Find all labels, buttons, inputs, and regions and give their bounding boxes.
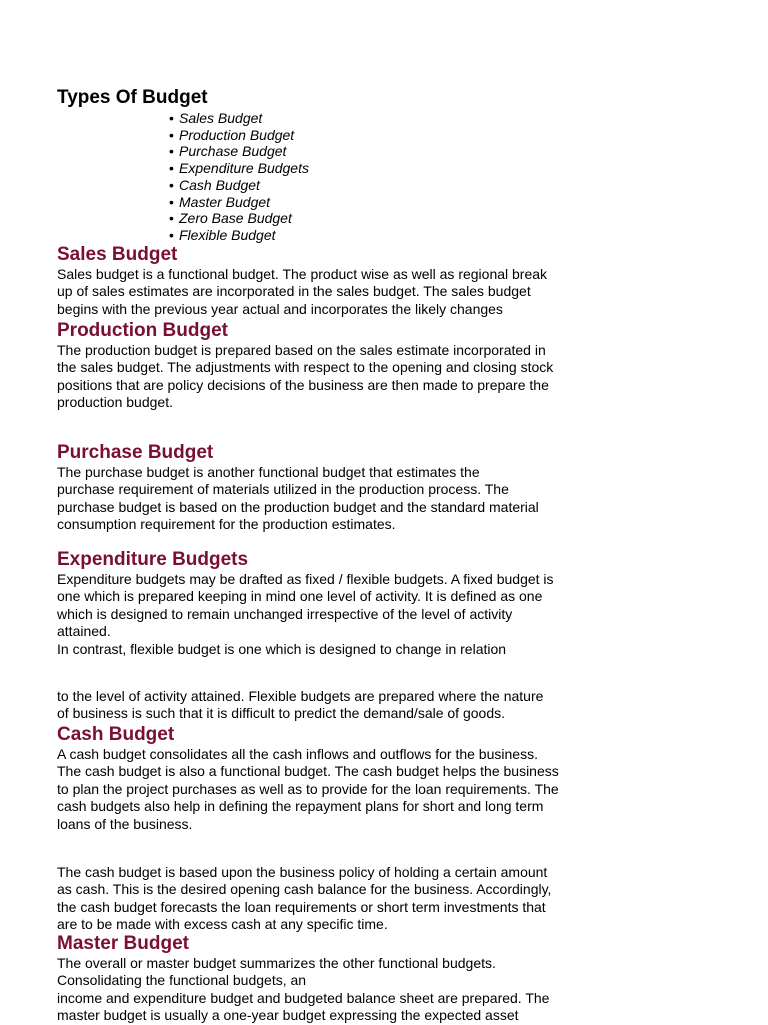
bullet-icon: • [169, 160, 174, 177]
master-budget-heading: Master Budget [57, 933, 189, 954]
bullet-icon: • [169, 176, 174, 193]
expenditure-budgets-text: Expenditure budgets may be drafted as fixed / flexible budgets. A fixed budget is one which is prepared keeping in mind one level of activity. It is defined as one which is designed to remain unchanged irrespective of the level of activity attained. In contrast, flexible budget is one which is designed to change in relation [57, 571, 554, 657]
bullet-icon: • [169, 126, 174, 143]
list-item-label: Purchase Budget [179, 143, 287, 160]
list-item [169, 110, 309, 127]
list-item [169, 127, 309, 144]
list-item [169, 210, 309, 227]
expenditure-budgets-text-continued: to the level of activity attained. Flexible budgets are prepared where the nature of business is such that it is difficult to predict the demand/sale of goods. [57, 688, 544, 722]
list-item-label: Production Budget [179, 126, 295, 143]
list-item-label: Sales Budget [179, 110, 263, 126]
page-title: Types Of Budget [57, 87, 208, 108]
bullet-icon: • [169, 193, 174, 210]
list-item [169, 194, 309, 211]
bullet-icon: • [169, 110, 174, 126]
bullet-icon: • [169, 226, 174, 243]
purchase-budget-heading: Purchase Budget [57, 442, 214, 463]
list-item [169, 143, 309, 160]
sales-budget-heading: Sales Budget [57, 244, 178, 265]
expenditure-budgets-heading: Expenditure Budgets [57, 549, 249, 570]
list-item-label: Cash Budget [179, 176, 260, 193]
production-budget-text: The production budget is prepared based on the sales estimate incorporated in the sales budget. The adjustments with respect to the opening and closing stock positions that are policy decisions of the business are then made to prepare the production budget. [57, 342, 554, 411]
list-item-label: Flexible Budget [179, 226, 276, 243]
cash-budget-heading: Cash Budget [57, 724, 175, 745]
bullet-icon: • [169, 143, 174, 160]
list-item [169, 160, 309, 177]
production-budget-heading: Production Budget [57, 320, 228, 341]
sales-budget-text: Sales budget is a functional budget. The product wise as well as regional break up of sales estimates are incorporated in the sales budget. The sales budget begins with the previous year actual and incorporates the likely changes [57, 266, 548, 317]
list-item-label: Master Budget [179, 193, 271, 210]
list-item [169, 227, 309, 244]
list-item-label: Zero Base Budget [179, 210, 292, 227]
cash-budget-text: A cash budget consolidates all the cash inflows and outflows for the business. The cash budget is also a functional budget. The cash budget helps the business to plan the project purchases as well as to provide for the loan requirements. The cash budgets also help in defining the repayment plans for short and long term loans of the business. [57, 746, 559, 832]
bullet-icon: • [169, 210, 174, 227]
list-item-label: Expenditure Budgets [179, 160, 309, 177]
list-item [169, 177, 309, 194]
purchase-budget-text: The purchase budget is another functional budget that estimates the purchase requirement of materials utilized in the production process. The purchase budget is based on the production budget and the standard material consumption requirement for the production estimates. [57, 464, 539, 533]
budget-types-list [169, 110, 309, 244]
master-budget-text: The overall or master budget summarizes the other functional budgets. Consolidating the functional budgets, an income and expenditure budget and budgeted balance sheet are prepared. The master budget is usually a one-year budget expressing the expected asset [57, 955, 550, 1024]
cash-budget-text-continued: The cash budget is based upon the business policy of holding a certain amount as cash. This is the desired opening cash balance for the business. Accordingly, the cash budget forecasts the loan requirements or short term investments that are to be made with excess cash at any specific time. [57, 864, 552, 933]
